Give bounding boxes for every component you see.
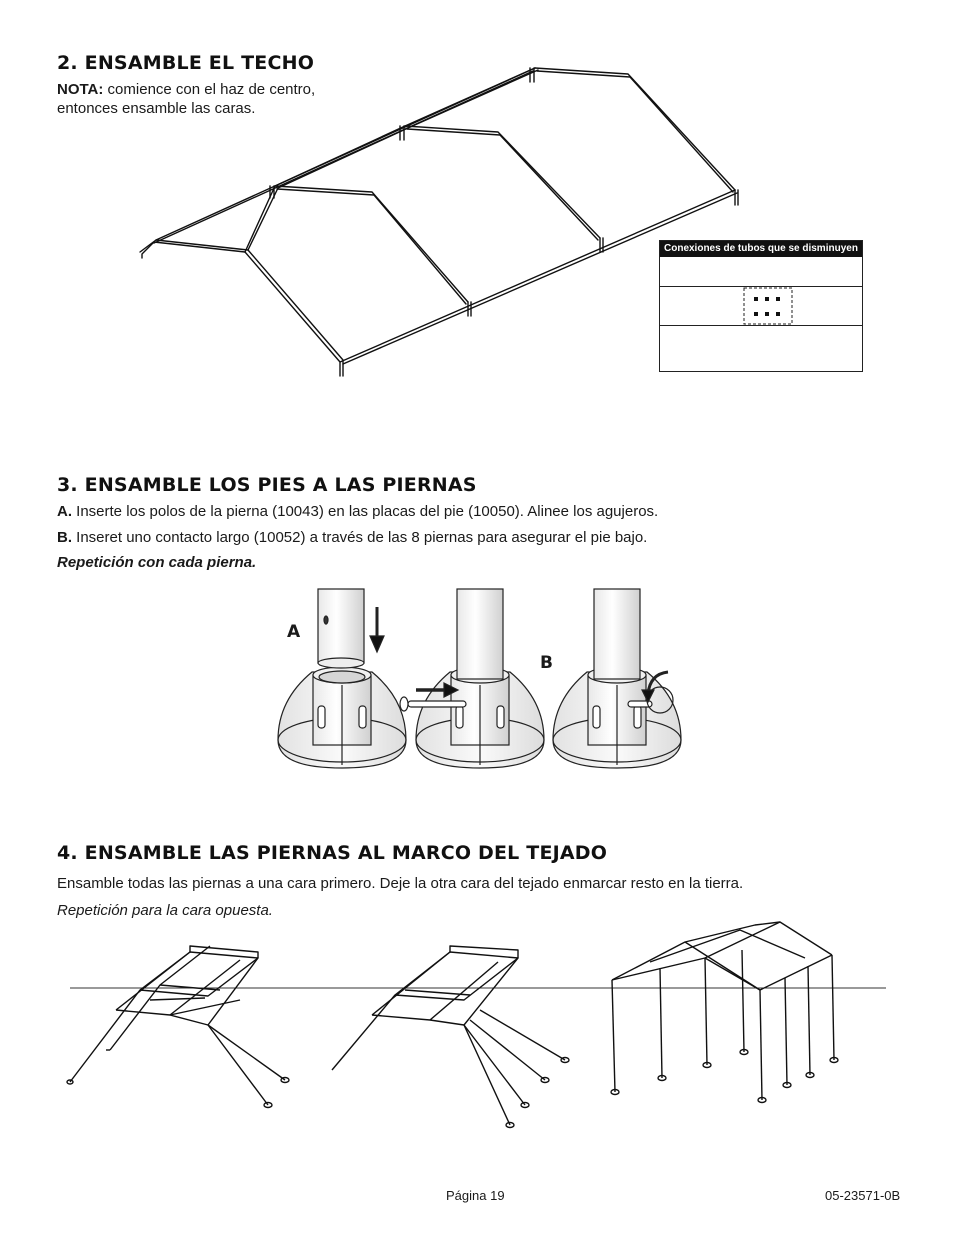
- section-3-repeat: Repetición con cada pierna.: [57, 554, 257, 571]
- section-2-title: 2. ENSAMBLE EL TECHO: [57, 52, 315, 74]
- document-number: 05-23571-0B: [825, 1188, 901, 1203]
- step-b-label: B.: [57, 529, 72, 546]
- section-4-text: Ensamble todas las piernas a una cara primero. Deje la otra cara del tejado enmarcar resto en la tierra.: [57, 875, 744, 892]
- note-text-line-2: entonces ensamble las caras.: [57, 100, 256, 117]
- note-text-line-1: comience con el haz de centro,: [103, 81, 316, 98]
- legend-title: Conexiones de tubos que se disminuyen: [660, 241, 862, 257]
- frame-stage-1: [67, 946, 289, 1108]
- frame-stage-2: [332, 946, 569, 1128]
- step-b-text: Inseret uno contacto largo (10052) a través de las 8 piernas para asegurar el pie bajo.: [72, 529, 648, 546]
- step-a-text: Inserte los polos de la pierna (10043) en las placas del pie (10050). Alinee los agujeros.: [72, 503, 659, 520]
- section-3-title: 3. ENSAMBLE LOS PIES A LAS PIERNAS: [57, 474, 477, 496]
- step-a-label: A.: [57, 503, 72, 520]
- page-number: Página 19: [446, 1188, 505, 1203]
- figure-label-a: A: [287, 622, 301, 642]
- section-4-title: 4. ENSAMBLE LAS PIERNAS AL MARCO DEL TEJADO: [57, 842, 608, 864]
- section-4-repeat: Repetición para la cara opuesta.: [57, 902, 273, 919]
- frame-stage-3: [611, 922, 838, 1103]
- figure-label-b: B: [540, 653, 553, 673]
- note-label: NOTA:: [57, 81, 104, 98]
